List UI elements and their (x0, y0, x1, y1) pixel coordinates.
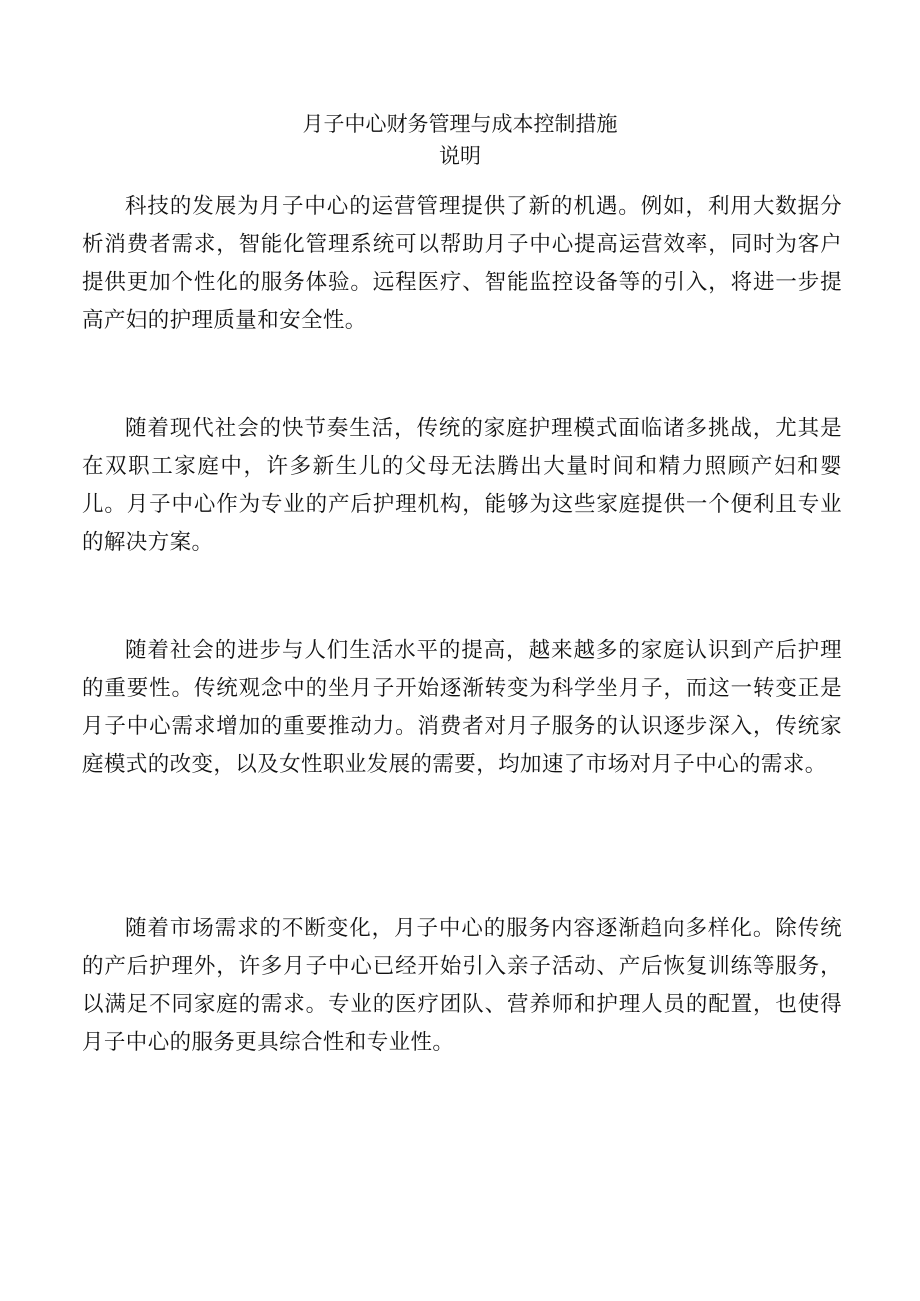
paragraph-3: 随着社会的进步与人们生活水平的提高，越来越多的家庭认识到产后护理的重要性。传统观念中的坐月子开始逐渐转变为科学坐月子，而这一转变正是月子中心需求增加的重要推动力。消费者对月子服务的认识逐步深入，传统家庭模式的改变，以及女性职业发展的需要，均加速了市场对月子中心的需求。 (82, 638, 842, 777)
document-title: 月子中心财务管理与成本控制措施 (302, 112, 618, 136)
document-subtitle: 说明 (439, 144, 481, 168)
paragraph-2: 随着现代社会的快节奏生活，传统的家庭护理模式面临诸多挑战，尤其是在双职工家庭中，许多新生儿的父母无法腾出大量时间和精力照顾产妇和婴儿。月子中心作为专业的产后护理机构，能够为这些家庭提供一个便利且专业的解决方案。 (82, 416, 842, 555)
paragraph-4: 随着市场需求的不断变化，月子中心的服务内容逐渐趋向多样化。除传统的产后护理外，许多月子中心已经开始引入亲子活动、产后恢复训练等服务，以满足不同家庭的需求。专业的医疗团队、营养师和护理人员的配置，也使得月子中心的服务更具综合性和专业性。 (82, 916, 842, 1055)
paragraph-1: 科技的发展为月子中心的运营管理提供了新的机遇。例如，利用大数据分析消费者需求，智能化管理系统可以帮助月子中心提高运营效率，同时为客户提供更加个性化的服务体验。远程医疗、智能监控设备等的引入，将进一步提高产妇的护理质量和安全性。 (82, 194, 842, 333)
